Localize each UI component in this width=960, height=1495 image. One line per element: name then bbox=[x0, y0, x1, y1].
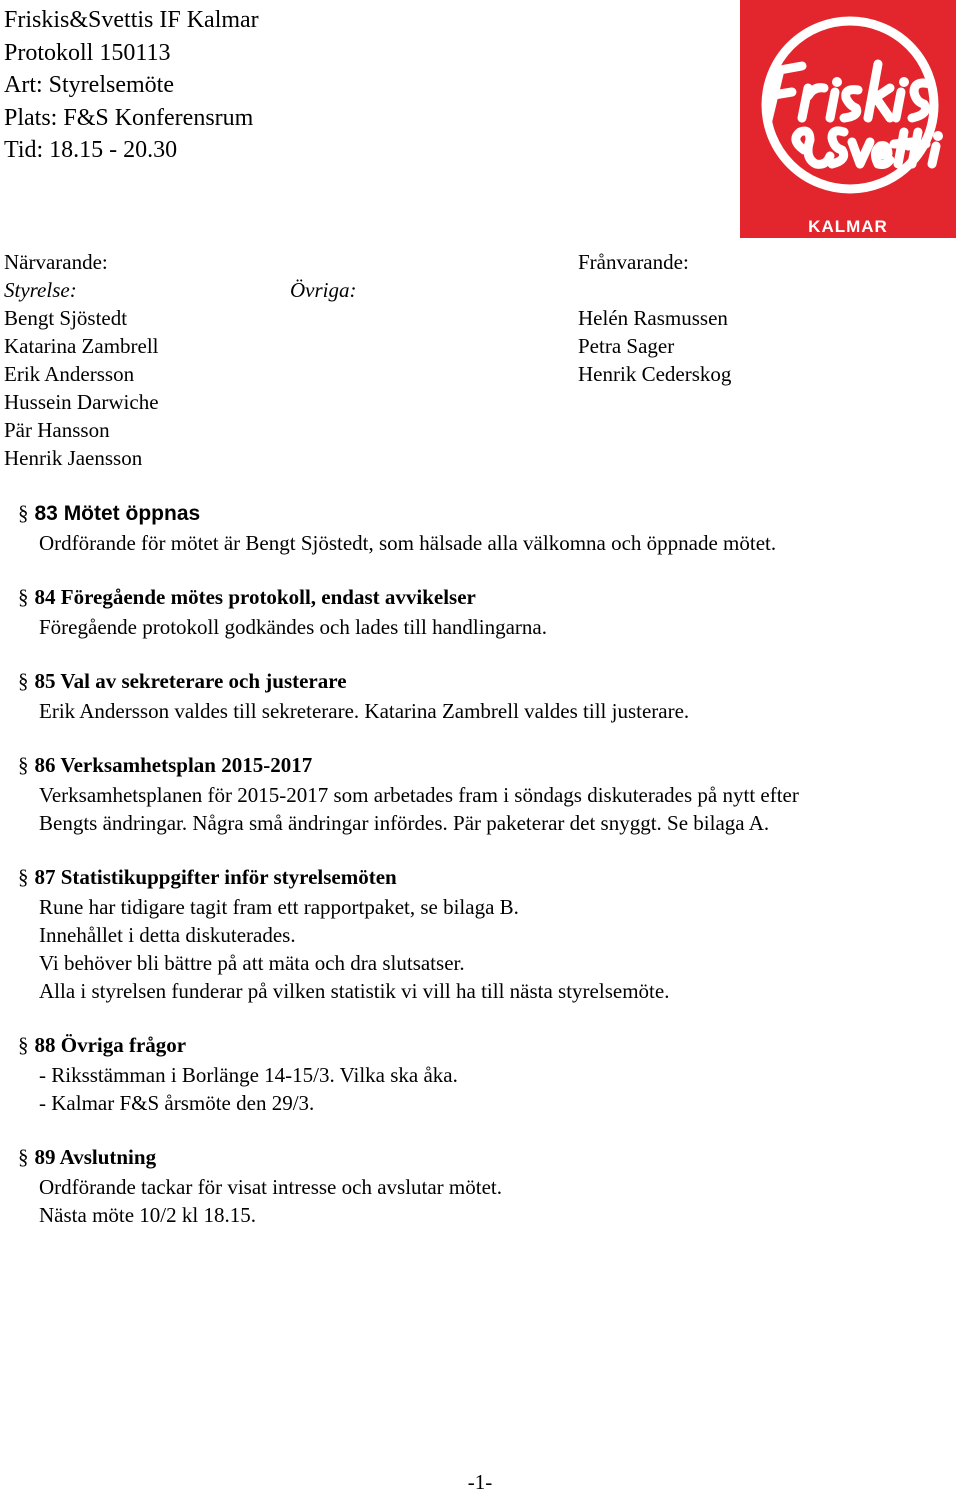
section-body bbox=[39, 529, 776, 557]
board-member: Henrik Jaensson bbox=[4, 446, 143, 470]
section-line: Bengts ändringar. Några små ändringar infördes. Pär paketerar det snyggt. Se bilaga A. bbox=[39, 811, 770, 835]
section-body bbox=[39, 613, 547, 641]
absent-member: Henrik Cederskog bbox=[578, 362, 732, 386]
section-heading bbox=[18, 865, 397, 890]
absent-member: Helén Rasmussen bbox=[578, 306, 728, 330]
header-protocol: Protokoll 150113 bbox=[4, 39, 171, 66]
others-label: Övriga: bbox=[290, 278, 357, 302]
section-title: 89 Avslutning bbox=[34, 1145, 157, 1169]
logo-subtitle: KALMAR bbox=[808, 217, 888, 236]
section-sign: § bbox=[18, 865, 29, 889]
section-title: 83 Mötet öppnas bbox=[34, 502, 201, 525]
board-member: Hussein Darwiche bbox=[4, 390, 159, 414]
section-line: Nästa möte 10/2 kl 18.15. bbox=[39, 1203, 256, 1227]
section-heading bbox=[18, 501, 200, 526]
section-line: Innehållet i detta diskuterades. bbox=[39, 923, 296, 947]
section-body bbox=[39, 781, 799, 837]
board-member: Bengt Sjöstedt bbox=[4, 306, 128, 330]
present-label: Närvarande: bbox=[4, 250, 108, 274]
friskis-svettis-logo bbox=[740, 0, 956, 238]
section-line: - Riksstämman i Borlänge 14-15/3. Vilka ska åka. bbox=[39, 1063, 458, 1087]
section-line: Alla i styrelsen funderar på vilken statistik vi vill ha till nästa styrelsemöte. bbox=[39, 979, 670, 1003]
section-line: Rune har tidigare tagit fram ett rapportpaket, se bilaga B. bbox=[39, 895, 519, 919]
section-line: - Kalmar F&S årsmöte den 29/3. bbox=[39, 1091, 315, 1115]
section-title: 87 Statistikuppgifter inför styrelsemöten bbox=[34, 865, 397, 889]
board-member: Erik Andersson bbox=[4, 362, 135, 386]
section-sign: § bbox=[18, 753, 29, 777]
board-label: Styrelse: bbox=[4, 278, 77, 302]
section-title: 85 Val av sekreterare och justerare bbox=[34, 669, 347, 693]
absent-label: Frånvarande: bbox=[578, 250, 689, 274]
section-heading bbox=[18, 669, 347, 694]
section-heading bbox=[18, 1145, 156, 1170]
section-line: Erik Andersson valdes till sekreterare. Katarina Zambrell valdes till justerare. bbox=[39, 699, 690, 723]
section-body bbox=[39, 1173, 502, 1229]
header-type: Art: Styrelsemöte bbox=[4, 72, 174, 99]
section-sign: § bbox=[18, 669, 29, 693]
page-number: -1- bbox=[467, 1470, 493, 1494]
attendance-absent bbox=[578, 248, 731, 388]
section-title: 84 Föregående mötes protokoll, endast avvikelser bbox=[34, 585, 476, 609]
header-org: Friskis&Svettis IF Kalmar bbox=[4, 7, 259, 33]
header-time: Tid: 18.15 - 20.30 bbox=[4, 137, 178, 164]
section-line: Ordförande för mötet är Bengt Sjöstedt, som hälsade alla välkomna och öppnade mötet. bbox=[39, 531, 777, 555]
section-line: Ordförande tackar för visat intresse och avslutar mötet. bbox=[39, 1175, 502, 1199]
section-heading bbox=[18, 753, 312, 778]
section-sign: § bbox=[18, 501, 29, 525]
section-body bbox=[39, 893, 669, 1005]
header-place: Plats: F&S Konferensrum bbox=[4, 104, 254, 131]
board-member: Katarina Zambrell bbox=[4, 334, 159, 358]
section-title: 86 Verksamhetsplan 2015-2017 bbox=[34, 753, 313, 777]
section-heading bbox=[18, 585, 476, 610]
document-header bbox=[4, 4, 259, 167]
absent-member: Petra Sager bbox=[578, 334, 675, 358]
section-line: Vi behöver bli bättre på att mäta och dra slutsatser. bbox=[39, 951, 465, 975]
section-title: 88 Övriga frågor bbox=[34, 1033, 187, 1057]
section-heading bbox=[18, 1033, 186, 1058]
section-body bbox=[39, 1061, 458, 1117]
section-body bbox=[39, 697, 689, 725]
attendance-present bbox=[4, 248, 159, 472]
section-line: Föregående protokoll godkändes och lades till handlingarna. bbox=[39, 615, 547, 639]
section-line: Verksamhetsplanen för 2015-2017 som arbetades fram i söndags diskuterades på nytt efter bbox=[39, 783, 799, 807]
section-sign: § bbox=[18, 1033, 29, 1057]
logo-icon bbox=[740, 0, 956, 238]
section-sign: § bbox=[18, 585, 29, 609]
section-sign: § bbox=[18, 1145, 29, 1169]
board-member: Pär Hansson bbox=[4, 418, 110, 442]
